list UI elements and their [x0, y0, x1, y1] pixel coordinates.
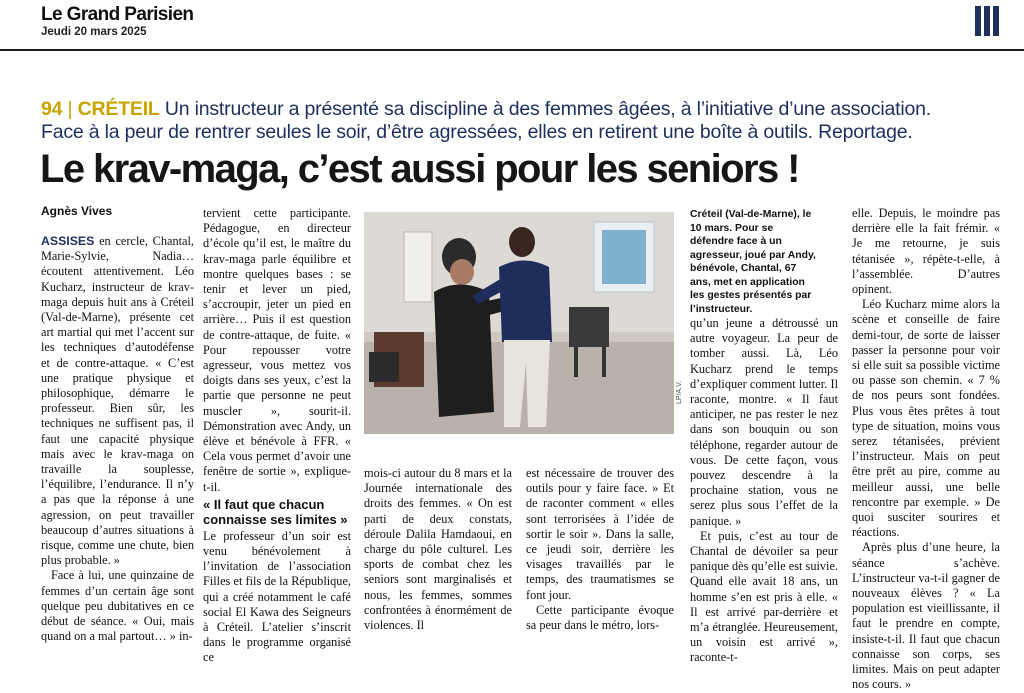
column-3: [364, 466, 512, 633]
paragraph: Cette participante évoque sa peur dans le métro, lors-: [526, 602, 674, 633]
photo-caption: Créteil (Val-de-Marne), le 10 mars. Pour se défendre face à un agresseur, joué par Andy, bénévole, Chantal, 67 ans, met en application les gestes présentés par l’instructeur.: [690, 209, 816, 315]
paragraph: Léo Kucharz mime alors la scène et conseille de faire demi-tour, de sorte de laisser passer la personne pour voir si elle suit sa possible victime ou passe son chemin. « 7 % de nos peurs sont fondées. Plus vous êtes prêtes à tout type de situation, moins vous serez tétanisées, prévient l’instructeur. Mais on peut être prêt au pire, comme au meilleur aussi, une belle rencontre par exemple. » De quoi susciter sourires et réactions.: [852, 297, 1000, 540]
byline: Agnès Vives: [41, 204, 113, 218]
paragraph: Après plus d’une heure, la séance s’achève. L’instructeur va-t-il gagner de nouveaux élèves ? « La population est vieillissante, il faut le prendre en compte, insiste-t-il. Il faut que chacun connaisse son corps, ses limites. Mais on peut adapter nos cours. »: [852, 540, 1000, 692]
paragraph: Le professeur d’un soir est venu bénévolement à l’invitation de l’association Filles et fils de la République, qui a créé notamment le café social El Kawa des Seigneurs à Créteil. L’atelier s’inscrit dans le programme organisé ce: [203, 528, 351, 665]
column-6: [852, 206, 1000, 693]
paragraph: elle. Depuis, le moindre pas derrière elle la fait frémir. « Je me retourne, je suis tétanisée », répète-t-elle, à l’assemblée. D’autres opinent.: [852, 206, 1000, 297]
article-photo: [364, 212, 674, 434]
column-5: [690, 316, 838, 666]
column-2: [203, 206, 351, 666]
paragraph: tervient cette participante. Pédagogue, en directeur d’école qu’il est, le maître du krav-maga parle équilibre et montre quelques bases : se tenir et lever un pied, s’accroupir, jeter un pied en arrière… Puis il est question de contre-attaque, de fuite. « Pour repousser votre agresseur, vous mettez vos doigts dans ses yeux, c’est la partie que personne ne peut muscler », sourit-il. Démonstration avec Andy, un élève et bénévole à FFR. « Cela vous permet d’avoir une fenêtre de sortie », explique-t-il.: [203, 206, 351, 494]
paragraph: mois-ci autour du 8 mars et la Journée internationale des droits des femmes. « On est parti de deux constats, déroule Dalila Hamdaoui, en charge du pôle culturel. Les sports de combat chez les seniors sont marginalisés et nous, les femmes, sommes confrontées à énormément de violences. Il: [364, 466, 512, 633]
deck-separator: |: [67, 98, 73, 120]
paragraph: qu’un jeune a détroussé un autre voyageur. La peur de tomber aussi. Là, Léo Kucharz prend le temps d’expliquer comment lutter. Il raconte, montre. « Il faut anticiper, ne pas rester le nez dans son bouquin ou son téléphone, regarder autour de vous. De cette façon, vous pouvez descendre à la prochaine station, vous ne serez plus sous l’effet de la panique. »: [690, 316, 838, 528]
headline: Le krav-maga, c’est aussi pour les seniors !: [40, 147, 799, 191]
paragraph: Face à lui, une quinzaine de femmes d’un certain âge sont quelque peu dubitatives en ce début de séance. « Oui, mais quand on a mal partout… » in-: [41, 568, 194, 644]
header-rule: [0, 49, 1024, 51]
intertitle: « Il faut que chacun connaisse ses limites »: [203, 496, 348, 527]
deck-place: CRÉTEIL: [77, 98, 160, 120]
lead-word: ASSISES: [41, 234, 95, 248]
department-number: 94: [41, 98, 63, 120]
krav-maga-demonstration-image: [364, 212, 674, 434]
paragraph: Et puis, c’est au tour de Chantal de dévoiler sa peur panique dès qu’elle est suivie. Quand elle avait 18 ans, un homme s’en est pris à elle. « Il est arrivé par-derrière et m’a étranglée. Heureusement, un voisin est arrivé », raconte-t-: [690, 528, 838, 665]
paragraph: ASSISES en cercle, Chantal, Marie-Sylvie, Nadia… écoutent attentivement. Léo Kucharz, instructeur de krav-maga depuis huit ans à Créteil (Val-de-Marne), présente cet art martial qui met l’accent sur les techniques d’autodéfense et de contre-attaque. « C’est une pratique physique et philosophique, démarre le professeur. Bien sûr, les techniques ne suffisent pas, il faut une capacité physique mais avec le krav-maga on travaille la souplesse, l’équilibre, l’endurance. Il n’y a pas que la réponse à une agression, on peut travailler beaucoup d’autres situations à risque, comme une chute, bien plus probable. »: [41, 234, 194, 568]
column-4: [526, 466, 674, 633]
column-1: [41, 234, 194, 644]
paragraph: est nécessaire de trouver des outils pour y faire face. » Et de raconter comment « elles sont terrorisées à l’idée de sortir le soir ». Dans la salle, ce jeudi soir, derrière les visages travaillés par le temps, des traumatismes se font jour.: [526, 466, 674, 602]
section-bars-icon: [975, 6, 999, 36]
masthead-logo: Le Grand Parisien: [41, 4, 194, 25]
deck: [41, 98, 1001, 144]
deck-line-1: Un instructeur a présenté sa discipline à des femmes âgées, à l’initiative d’une association.: [159, 98, 932, 120]
issue-date: Jeudi 20 mars 2025: [41, 26, 147, 38]
photo-credit: LP/A.V.: [676, 380, 683, 404]
masthead: [41, 4, 193, 39]
deck-line-2: Face à la peur de rentrer seules le soir, d’être agressées, elles en retirent une boîte à outils. Reportage.: [41, 121, 913, 143]
